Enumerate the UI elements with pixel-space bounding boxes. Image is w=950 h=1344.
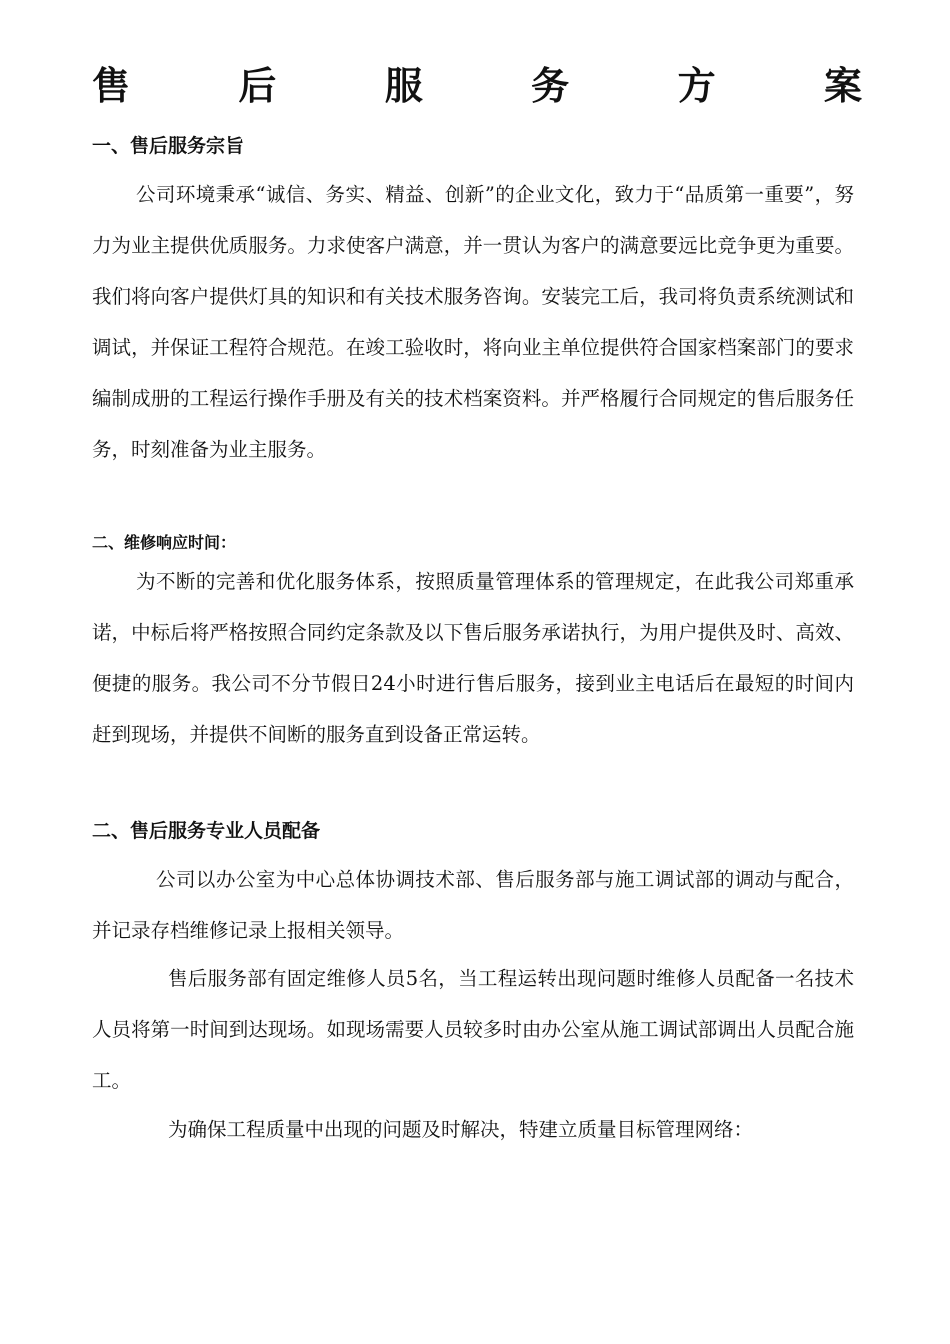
title-char: 后: [238, 63, 277, 108]
section-paragraph: 售后服务部有固定维修人员5名，当工程运转出现问题时维修人员配备一名技术人员将第一时间到达现场。如现场需要人员较多时由办公室从施工调试部调出人员配合施工。: [92, 967, 854, 1092]
section-paragraph: 公司以办公室为中心总体协调技术部、售后服务部与施工调试部的调动与配合，并记录存档维修记录上报相关领导。: [92, 868, 854, 942]
title-char: 方: [677, 63, 716, 108]
title-char: 服: [384, 63, 423, 108]
title-char: 务: [531, 63, 570, 108]
document-title: [92, 62, 862, 110]
title-char: 售: [92, 63, 131, 108]
title-char: 案: [823, 63, 862, 108]
section-heading: 二、售后服务专业人员配备: [92, 820, 321, 842]
section-paragraph: 为不断的完善和优化服务体系，按照质量管理体系的管理规定，在此我公司郑重承诺，中标后将严格按照合同约定条款及以下售后服务承诺执行，为用户提供及时、高效、便捷的服务。我公司不分节假日24小时进行售后服务，接到业主电话后在最短的时间内赶到现场，并提供不间断的服务直到设备正常运转。: [92, 570, 854, 746]
section-paragraph: 公司环境秉承“诚信、务实、精益、创新”的企业文化，致力于“品质第一重要”，努力为业主提供优质服务。力求使客户满意，并一贯认为客户的满意要远比竞争更为重要。 我们将向客户提供灯具的知识和有关技术服务咨询。安装完工后，我司将负责系统测试和调试，并保证工程符合规范。在竣工验收时，将向业主单位提供符合国家档案部门的要求编制成册的工程运行操作手册及有关的技术档案资料。并严格履行合同规定的售后服务任务，时刻准备为业主服务。: [92, 183, 854, 461]
section-heading: 二、维修响应时间：: [92, 533, 237, 552]
section-heading: 一、售后服务宗旨: [92, 135, 245, 157]
section-paragraph: 为确保工程质量中出现的问题及时解决，特建立质量目标管理网络：: [168, 1118, 754, 1141]
